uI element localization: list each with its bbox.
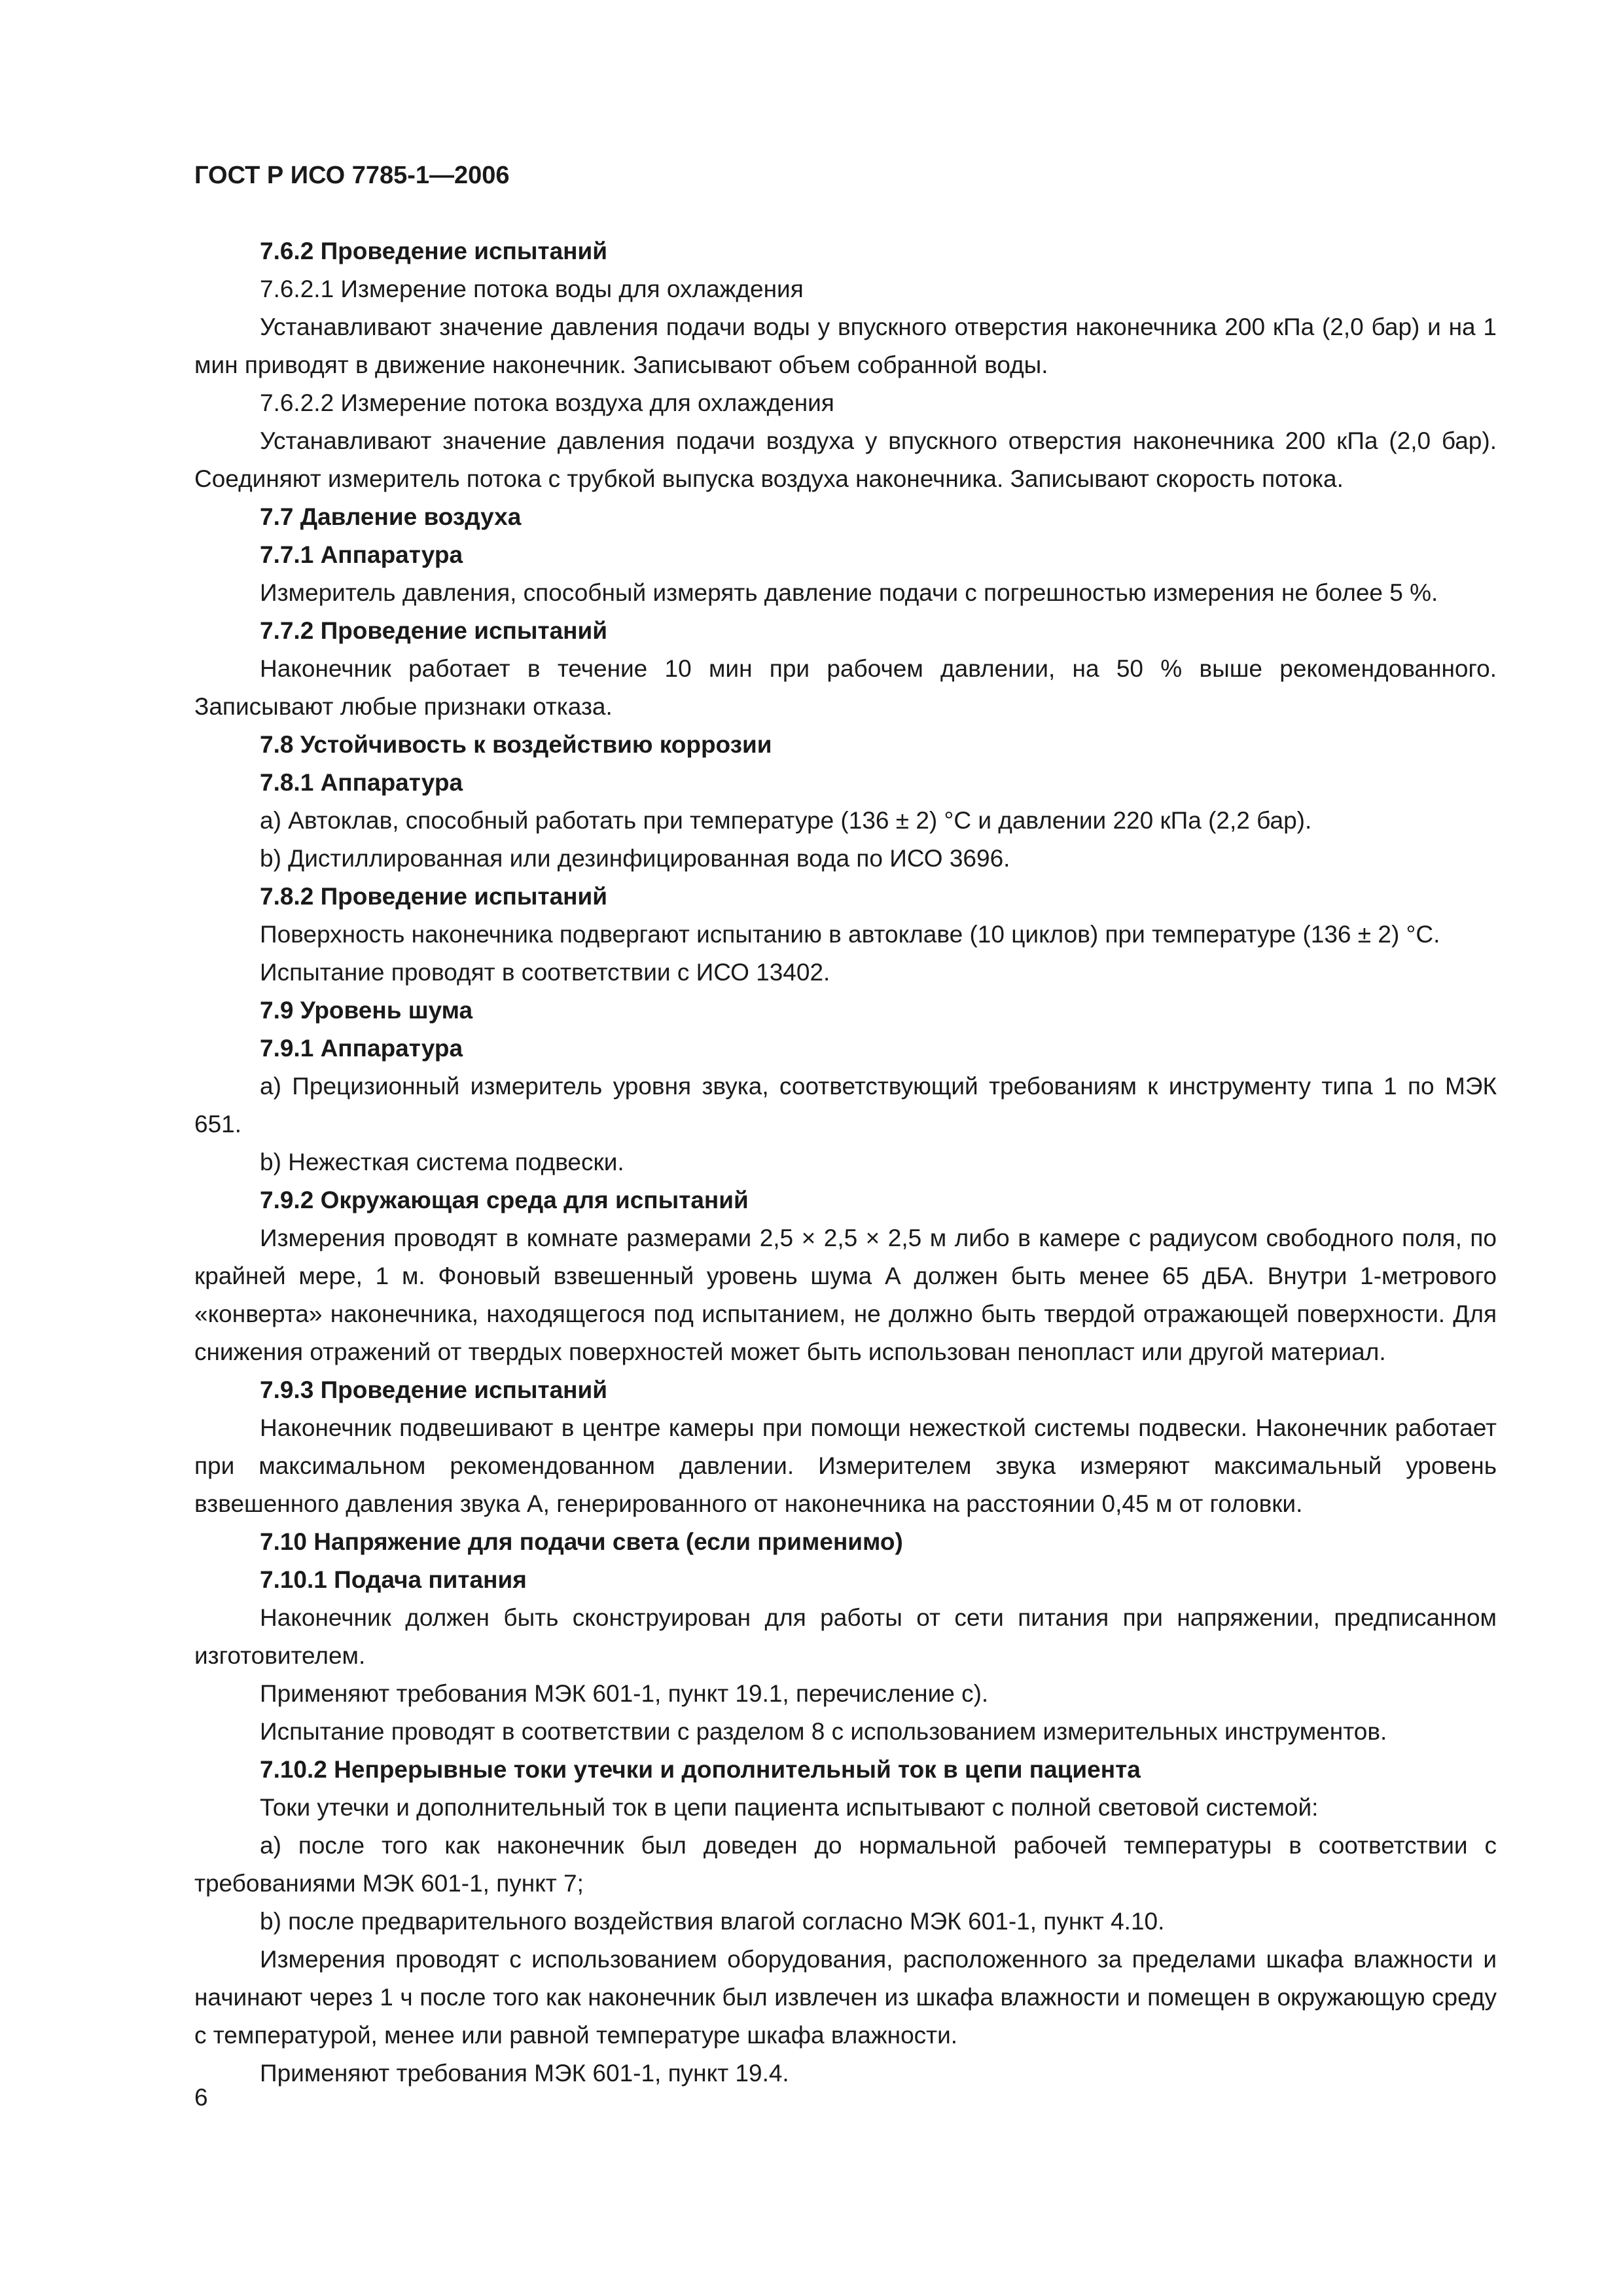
section-heading: 7.7 Давление воздуха: [260, 503, 522, 530]
paragraph: 7.6.2.1 Измерение потока воды для охлаждения: [260, 276, 804, 302]
section-heading: 7.9 Уровень шума: [260, 997, 473, 1024]
paragraph: a) Автоклав, способный работать при температуре (136 ± 2) °С и давлении 220 кПа (2,2 бар).: [260, 807, 1312, 834]
section-heading: 7.7.1 Аппаратура: [260, 541, 463, 568]
paragraph: Измеритель давления, способный измерять давление подачи с погрешностью измерения не более 5 %.: [260, 579, 1438, 606]
paragraph: Поверхность наконечника подвергают испытанию в автоклаве (10 циклов) при температуре (136 ± 2) °С.: [260, 921, 1440, 948]
paragraph: b) Дистиллированная или дезинфицированная вода по ИСО 3696.: [260, 845, 1010, 872]
section-heading: 7.10 Напряжение для подачи света (если применимо): [260, 1528, 903, 1555]
section-heading: 7.7.2 Проведение испытаний: [260, 617, 608, 644]
paragraph: Устанавливают значение давления подачи воздуха у впускного отверстия наконечника 200 кПа (2,0 бар). Соединяют измеритель потока с трубкой выпуска воздуха наконечника. Записывают скорость потока.: [194, 427, 1497, 492]
paragraph: Измерения проводят с использованием оборудования, расположенного за пределами шкафа влажности и начинают через 1 ч после того как наконечник был извлечен из шкафа влажности и помещен в окружающую среду с температурой, менее или равной температуре шкафа влажности.: [194, 1946, 1497, 2049]
document-body: [194, 232, 1497, 2092]
paragraph: b) после предварительного воздействия влагой согласно МЭК 601-1, пункт 4.10.: [260, 1908, 1165, 1935]
paragraph: Испытание проводят в соответствии с ИСО 13402.: [260, 959, 830, 986]
section-heading: 7.6.2 Проведение испытаний: [260, 238, 608, 264]
section-heading: 7.8.1 Аппаратура: [260, 769, 463, 796]
paragraph: Устанавливают значение давления подачи воды у впускного отверстия наконечника 200 кПа (2,0 бар) и на 1 мин приводят в движение наконечник. Записывают объем собранной воды.: [194, 314, 1497, 378]
paragraph: a) Прецизионный измеритель уровня звука, соответствующий требованиям к инструменту типа 1 по МЭК 651.: [194, 1073, 1497, 1138]
section-heading: 7.9.1 Аппаратура: [260, 1035, 463, 1062]
paragraph: Наконечник подвешивают в центре камеры при помощи нежесткой системы подвески. Наконечник работает при максимальном рекомендованном давлении. Измерителем звука измеряют максимальный уровень взвешенного давления звука А, генерированного от наконечника на расстоянии 0,45 м от головки.: [194, 1414, 1497, 1517]
paragraph: Токи утечки и дополнительный ток в цепи пациента испытывают с полной световой системой:: [260, 1794, 1319, 1821]
page-number: 6: [194, 2084, 208, 2111]
paragraph: b) Нежесткая система подвески.: [260, 1149, 624, 1175]
section-heading: 7.10.1 Подача питания: [260, 1566, 527, 1593]
paragraph: Применяют требования МЭК 601-1, пункт 19.1, перечисление с).: [260, 1680, 989, 1707]
section-heading: 7.9.2 Окружающая среда для испытаний: [260, 1187, 749, 1213]
section-heading: 7.8 Устойчивость к воздействию коррозии: [260, 731, 772, 758]
section-heading: 7.9.3 Проведение испытаний: [260, 1376, 608, 1403]
standard-code-header: ГОСТ Р ИСО 7785-1—2006: [194, 162, 510, 189]
paragraph: Наконечник работает в течение 10 мин при рабочем давлении, на 50 % выше рекомендованного. Записывают любые признаки отказа.: [194, 655, 1497, 720]
paragraph: Испытание проводят в соответствии с разделом 8 с использованием измерительных инструментов.: [260, 1718, 1387, 1745]
paragraph: 7.6.2.2 Измерение потока воздуха для охлаждения: [260, 389, 834, 416]
paragraph: Наконечник должен быть сконструирован для работы от сети питания при напряжении, предписанном изготовителем.: [194, 1604, 1497, 1669]
paragraph: Применяют требования МЭК 601-1, пункт 19.4.: [260, 2060, 789, 2087]
section-heading: 7.8.2 Проведение испытаний: [260, 883, 608, 910]
section-heading: 7.10.2 Непрерывные токи утечки и дополнительный ток в цепи пациента: [260, 1756, 1141, 1783]
paragraph: Измерения проводят в комнате размерами 2,5 × 2,5 × 2,5 м либо в камере с радиусом свободного поля, по крайней мере, 1 м. Фоновый взвешенный уровень шума А должен быть менее 65 дБА. Внутри 1-метрового «конверта» наконечника, находящегося под испытанием, не должно быть твердой отражающей поверхности. Для снижения отражений от твердых поверхностей может быть использован пенопласт или другой материал.: [194, 1225, 1497, 1365]
paragraph: a) после того как наконечник был доведен до нормальной рабочей температуры в соответствии с требованиями МЭК 601-1, пункт 7;: [194, 1832, 1497, 1897]
